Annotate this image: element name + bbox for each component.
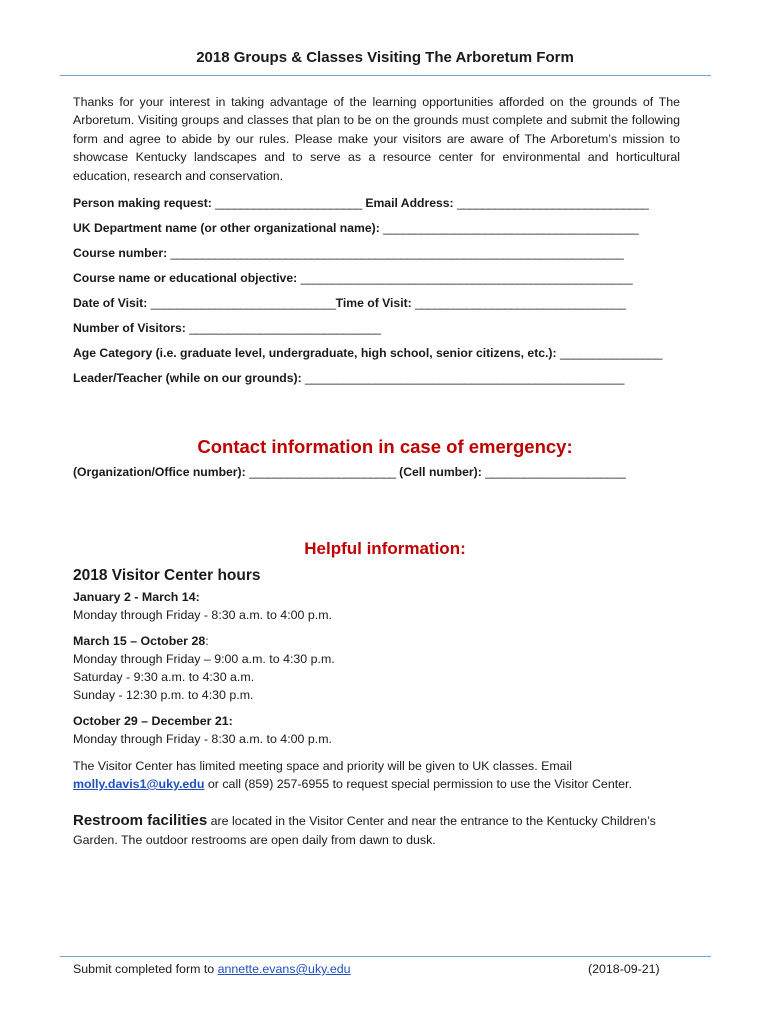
age-label: Age Category (i.e. graduate level, undergraduate, high school, senior citizens, etc.): bbox=[73, 346, 557, 360]
intro-paragraph: Thanks for your interest in taking advantage of the learning opportunities afforded on the grounds of The Arboretum. Visiting groups and classes that plan to be on the grounds must complete and submit the following form and agree to abide by our rules. Please make your visitors are aware of The Arboretum’s mission to showcase Kentucky landscapes and to serve as a resource center for environmental and horticultural education, research and conservation. bbox=[73, 95, 680, 183]
emergency-field[interactable]: (Organization/Office number): _______________________ (Cell number): ______________________ bbox=[73, 465, 626, 479]
visitors-label: Number of Visitors: bbox=[73, 321, 186, 335]
restroom-label: Restroom facilities bbox=[73, 812, 208, 829]
cell-label: (Cell number): bbox=[399, 465, 482, 479]
meeting-note-text: or call (859) 257-6955 to request special permission to use the Visitor Center. bbox=[204, 777, 632, 791]
molly-email-link[interactable]: molly.davis1@uky.edu bbox=[73, 777, 205, 791]
period3-label: October 29 – December 21: bbox=[73, 714, 233, 728]
office-label: (Organization/Office number): bbox=[73, 465, 246, 479]
restroom-line1 bbox=[73, 812, 656, 829]
restroom-text: are located in the Visitor Center and near the entrance to the Kentucky Children’s bbox=[207, 814, 656, 828]
period2-label-row: March 15 – October 28: bbox=[73, 634, 209, 648]
leader-field[interactable]: Leader/Teacher (while on our grounds): __________________________________________________ bbox=[73, 371, 624, 385]
footer-rule bbox=[60, 956, 711, 957]
title-rule bbox=[60, 75, 711, 76]
period3-hours: Monday through Friday - 8:30 a.m. to 4:00 p.m. bbox=[73, 732, 332, 746]
form-title: 2018 Groups & Classes Visiting The Arboretum Form bbox=[196, 49, 574, 66]
footer-note bbox=[73, 962, 351, 976]
meeting-note-line2 bbox=[73, 777, 632, 791]
emergency-heading: Contact information in case of emergency: bbox=[197, 436, 573, 457]
period1-label: January 2 - March 14: bbox=[73, 590, 200, 604]
hours-heading: 2018 Visitor Center hours bbox=[73, 567, 261, 584]
meeting-note-line1: The Visitor Center has limited meeting space and priority will be given to UK classes. Email bbox=[73, 759, 573, 773]
course-number-label: Course number: bbox=[73, 246, 168, 260]
period2-sunday-hours: Sunday - 12:30 p.m. to 4:30 p.m. bbox=[73, 688, 254, 702]
annette-email-link[interactable]: annette.evans@uky.edu bbox=[217, 962, 351, 976]
helpful-heading: Helpful information: bbox=[304, 539, 466, 558]
course-name-field[interactable]: Course name or educational objective: ____________________________________________________ bbox=[73, 271, 633, 285]
period1-hours: Monday through Friday - 8:30 a.m. to 4:00 p.m. bbox=[73, 608, 332, 622]
footer-date: (2018-09-21) bbox=[588, 962, 660, 976]
age-field[interactable]: Age Category (i.e. graduate level, undergraduate, high school, senior citizens, etc.): ________________ bbox=[73, 346, 662, 360]
time-label: Time of Visit: bbox=[335, 296, 412, 310]
period2-saturday-hours: Saturday - 9:30 a.m. to 4:30 a.m. bbox=[73, 670, 255, 684]
period2-weekday-hours: Monday through Friday – 9:00 a.m. to 4:30 p.m. bbox=[73, 652, 335, 666]
visitors-field[interactable]: Number of Visitors: ______________________________ bbox=[73, 321, 381, 335]
restroom-line2: Garden. The outdoor restrooms are open daily from dawn to dusk. bbox=[73, 833, 436, 847]
person-field[interactable]: Person making request: _______________________ Email Address: ______________________________ bbox=[73, 196, 649, 210]
course-number-field[interactable]: Course number: _______________________________________________________________________ bbox=[73, 246, 624, 260]
department-field[interactable]: UK Department name (or other organizational name): ________________________________________ bbox=[73, 221, 639, 235]
email-label: Email Address: bbox=[365, 196, 454, 210]
person-label: Person making request: bbox=[73, 196, 212, 210]
date-time-field[interactable]: Date of Visit: _____________________________Time of Visit: _________________________________ bbox=[73, 296, 626, 310]
course-name-label: Course name or educational objective: bbox=[73, 271, 298, 285]
footer-text: Submit completed form to bbox=[73, 962, 218, 976]
leader-label: Leader/Teacher (while on our grounds): bbox=[73, 371, 302, 385]
date-label: Date of Visit: bbox=[73, 296, 148, 310]
period2-label: March 15 – October 28 bbox=[73, 634, 206, 648]
department-label: UK Department name (or other organizational name): bbox=[73, 221, 380, 235]
